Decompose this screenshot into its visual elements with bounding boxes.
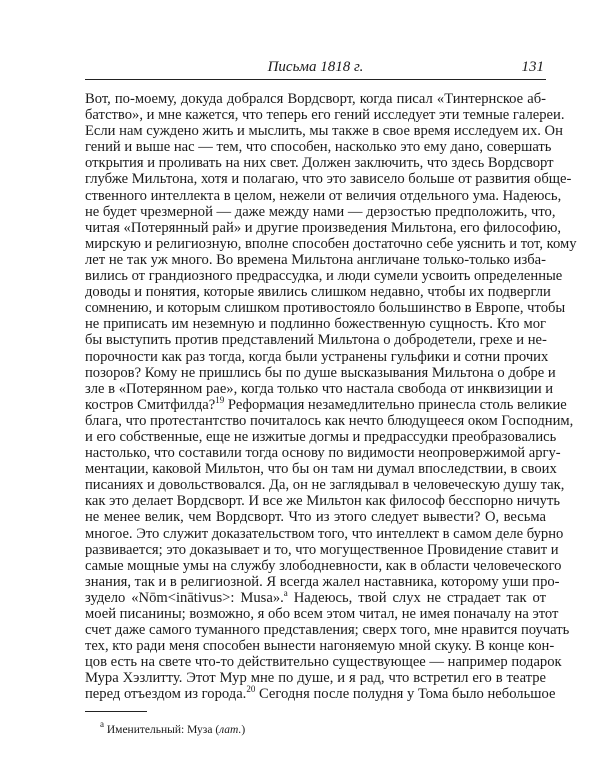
text-line <box>85 573 560 590</box>
footnote-text: Именительный: Муза <box>106 724 213 736</box>
line-text: глубже Мильтона, хотя и полагаю, что это зависело больше от развития обще- <box>85 171 572 188</box>
text-line <box>85 509 546 525</box>
line-text: счет даже самого туманного представления; сверх того, мне нравится поучать <box>85 622 570 639</box>
line-text: многое. Это служит доказательством того, что интеллект в самом деле бурно <box>85 525 564 542</box>
line-text: Если нам суждено жить и мыслить, мы также в свое время исследуем их. Он <box>85 123 563 140</box>
footnote-lang: лат. <box>219 724 242 736</box>
line-text: костров Смитфилда? <box>85 396 216 413</box>
text-line <box>85 541 559 558</box>
text-line <box>85 219 561 236</box>
text-line <box>85 654 562 671</box>
text-line <box>85 557 562 574</box>
text-line <box>85 91 546 107</box>
line-text: зудело «Nōm<inātivus>: Musa». <box>85 589 284 606</box>
line-text: бы выступить против представлений Мильтона о добродетели, грехе и не- <box>85 332 547 349</box>
line-text: не приписать им неземную и подлинно божественную сущность. Кто мог <box>85 316 546 333</box>
text-line <box>85 203 556 220</box>
line-text: открытия и проливать на них свет. Должен заключить, что здесь Вордсворт <box>85 155 554 172</box>
line-text: позоров? Кому не пришлись бы по душе высказывания Мильтона о добре и <box>85 364 556 381</box>
note-reference: 20 <box>246 684 256 695</box>
line-text: моей писанины; возможно, я обо всем этом читал, не имея поначалу на этот <box>85 606 559 622</box>
text-line <box>85 380 554 397</box>
line-text: читая «Потерянный рай» и другие произведения Мильтона, его философию, <box>85 219 561 236</box>
text-line <box>85 171 572 188</box>
text-line <box>85 187 562 204</box>
line-text: Сегодня после полудня у Тома было небольшое <box>258 686 556 703</box>
line-text: и его собственные, еще не изжитые догмы и предрассудки преобразовались <box>85 428 557 445</box>
running-title: Письма 1818 г. <box>267 59 364 75</box>
note-reference: 19 <box>215 394 225 405</box>
text-line <box>85 300 566 317</box>
line-text: настолько, что составили тогда основу по видимости неопровержимой аргу- <box>85 445 561 462</box>
line-text: не менее велик, чем Вордсворт. Что из этого следует вывести? О, весьма <box>85 509 546 526</box>
line-text: блага, что протестантство почиталось как нечто блюдущееся оком Господним, <box>85 412 574 429</box>
line-text: не будет чрезмерной — даже между нами — дерзостью предположить, что, <box>85 203 556 220</box>
line-text: Мура Хэзлитту. Этот Мур мне по душе, и я рад, что встретил его в театре <box>85 670 546 687</box>
line-text: самые мощные умы на службу злободневности, как в области человеческого <box>85 557 562 574</box>
text-line <box>85 123 563 140</box>
text-line <box>85 684 556 703</box>
footnote: $^а$ Именительный: Муза (лат.) <box>100 719 246 736</box>
line-text: доводы и понятия, которые явились слишком недавно, чтобы их подвергли <box>85 284 551 301</box>
line-text: тех, кто ради меня способен вынести нагоняемую мной скуку. В конце кон- <box>85 638 555 655</box>
note-reference: а <box>283 587 288 598</box>
footnote-marker: а <box>100 719 104 729</box>
line-text: зле в «Потерянном рае», когда только что настала свобода от инквизиции и <box>85 380 554 397</box>
line-text: перед отъездом из города. <box>85 686 247 703</box>
text-line <box>85 316 546 332</box>
text-line <box>85 235 577 252</box>
text-line <box>85 445 561 462</box>
text-line <box>85 394 567 413</box>
line-text: гений и выше нас — тем, что способен, насколько это ему дано, совершать <box>85 139 552 156</box>
line-text: ственного интеллекта в целом, нежели от величия отдельного ума. Надеюсь, <box>85 187 562 204</box>
line-text: как это делает Вордсворт. И все же Мильтон как философ бесспорно ничуть <box>85 493 561 510</box>
text-line <box>85 587 546 606</box>
line-text: ментации, каковой Мильтон, что бы он там ни думал впоследствии, в своих <box>85 461 557 478</box>
line-text: батство», и мне кажется, что теперь его гений исследует эти темные галереи. <box>85 107 565 124</box>
text-line <box>85 155 554 172</box>
text-line <box>85 348 549 365</box>
text-line <box>85 332 546 348</box>
text-line <box>85 670 546 686</box>
text-line <box>85 412 574 429</box>
line-text: мирскую и религиозную, вполне способен достаточно себе уяснить и тот, кому <box>85 235 577 252</box>
text-line <box>85 606 559 622</box>
text-line <box>85 461 557 478</box>
text-line <box>85 252 546 268</box>
line-text: развивается; это доказывает и то, что могущественное Провидение ставит и <box>85 541 559 558</box>
line-text: Надеюсь, твой слух не страдает так от <box>293 589 546 606</box>
text-line <box>85 622 570 639</box>
text-line <box>85 493 561 510</box>
body-text <box>85 91 577 703</box>
line-text: сомнению, и которым слишком противостояло большинство в Европе, чтобы <box>85 300 566 317</box>
line-text: порочности как раз тогда, когда были устранены гульфики и сотни прочих <box>85 348 549 365</box>
text-line <box>85 268 563 285</box>
text-line <box>85 525 564 542</box>
text-line <box>85 638 555 655</box>
text-line <box>85 364 556 381</box>
text-line <box>85 139 552 156</box>
line-text: вились от грандиозного предрассудка, и люди сумели усвоить определенные <box>85 268 563 285</box>
text-line <box>85 477 565 494</box>
running-header <box>85 59 546 80</box>
footnote-divider <box>85 711 147 712</box>
line-text: знания, так и в религиозной. Я всегда жалел наставника, которому уши про- <box>85 573 560 590</box>
line-text: писаниях и довольствовался. Да, он не заглядывал в человеческую душу так, <box>85 477 565 494</box>
line-text: Вот, по-моему, докуда добрался Вордсворт, когда писал «Тинтернское аб- <box>85 91 546 107</box>
text-line <box>85 107 565 124</box>
text-line <box>85 284 551 301</box>
line-text: цов есть на свете что-то действительно существующее — например подарок <box>85 654 562 671</box>
line-text: лет не так уж много. Во времена Мильтона англичане только-только изба- <box>85 251 546 268</box>
page-number: 131 <box>521 59 544 75</box>
text-line <box>85 428 557 445</box>
line-text: Реформация незамедлительно принесла столь великие <box>227 396 567 413</box>
